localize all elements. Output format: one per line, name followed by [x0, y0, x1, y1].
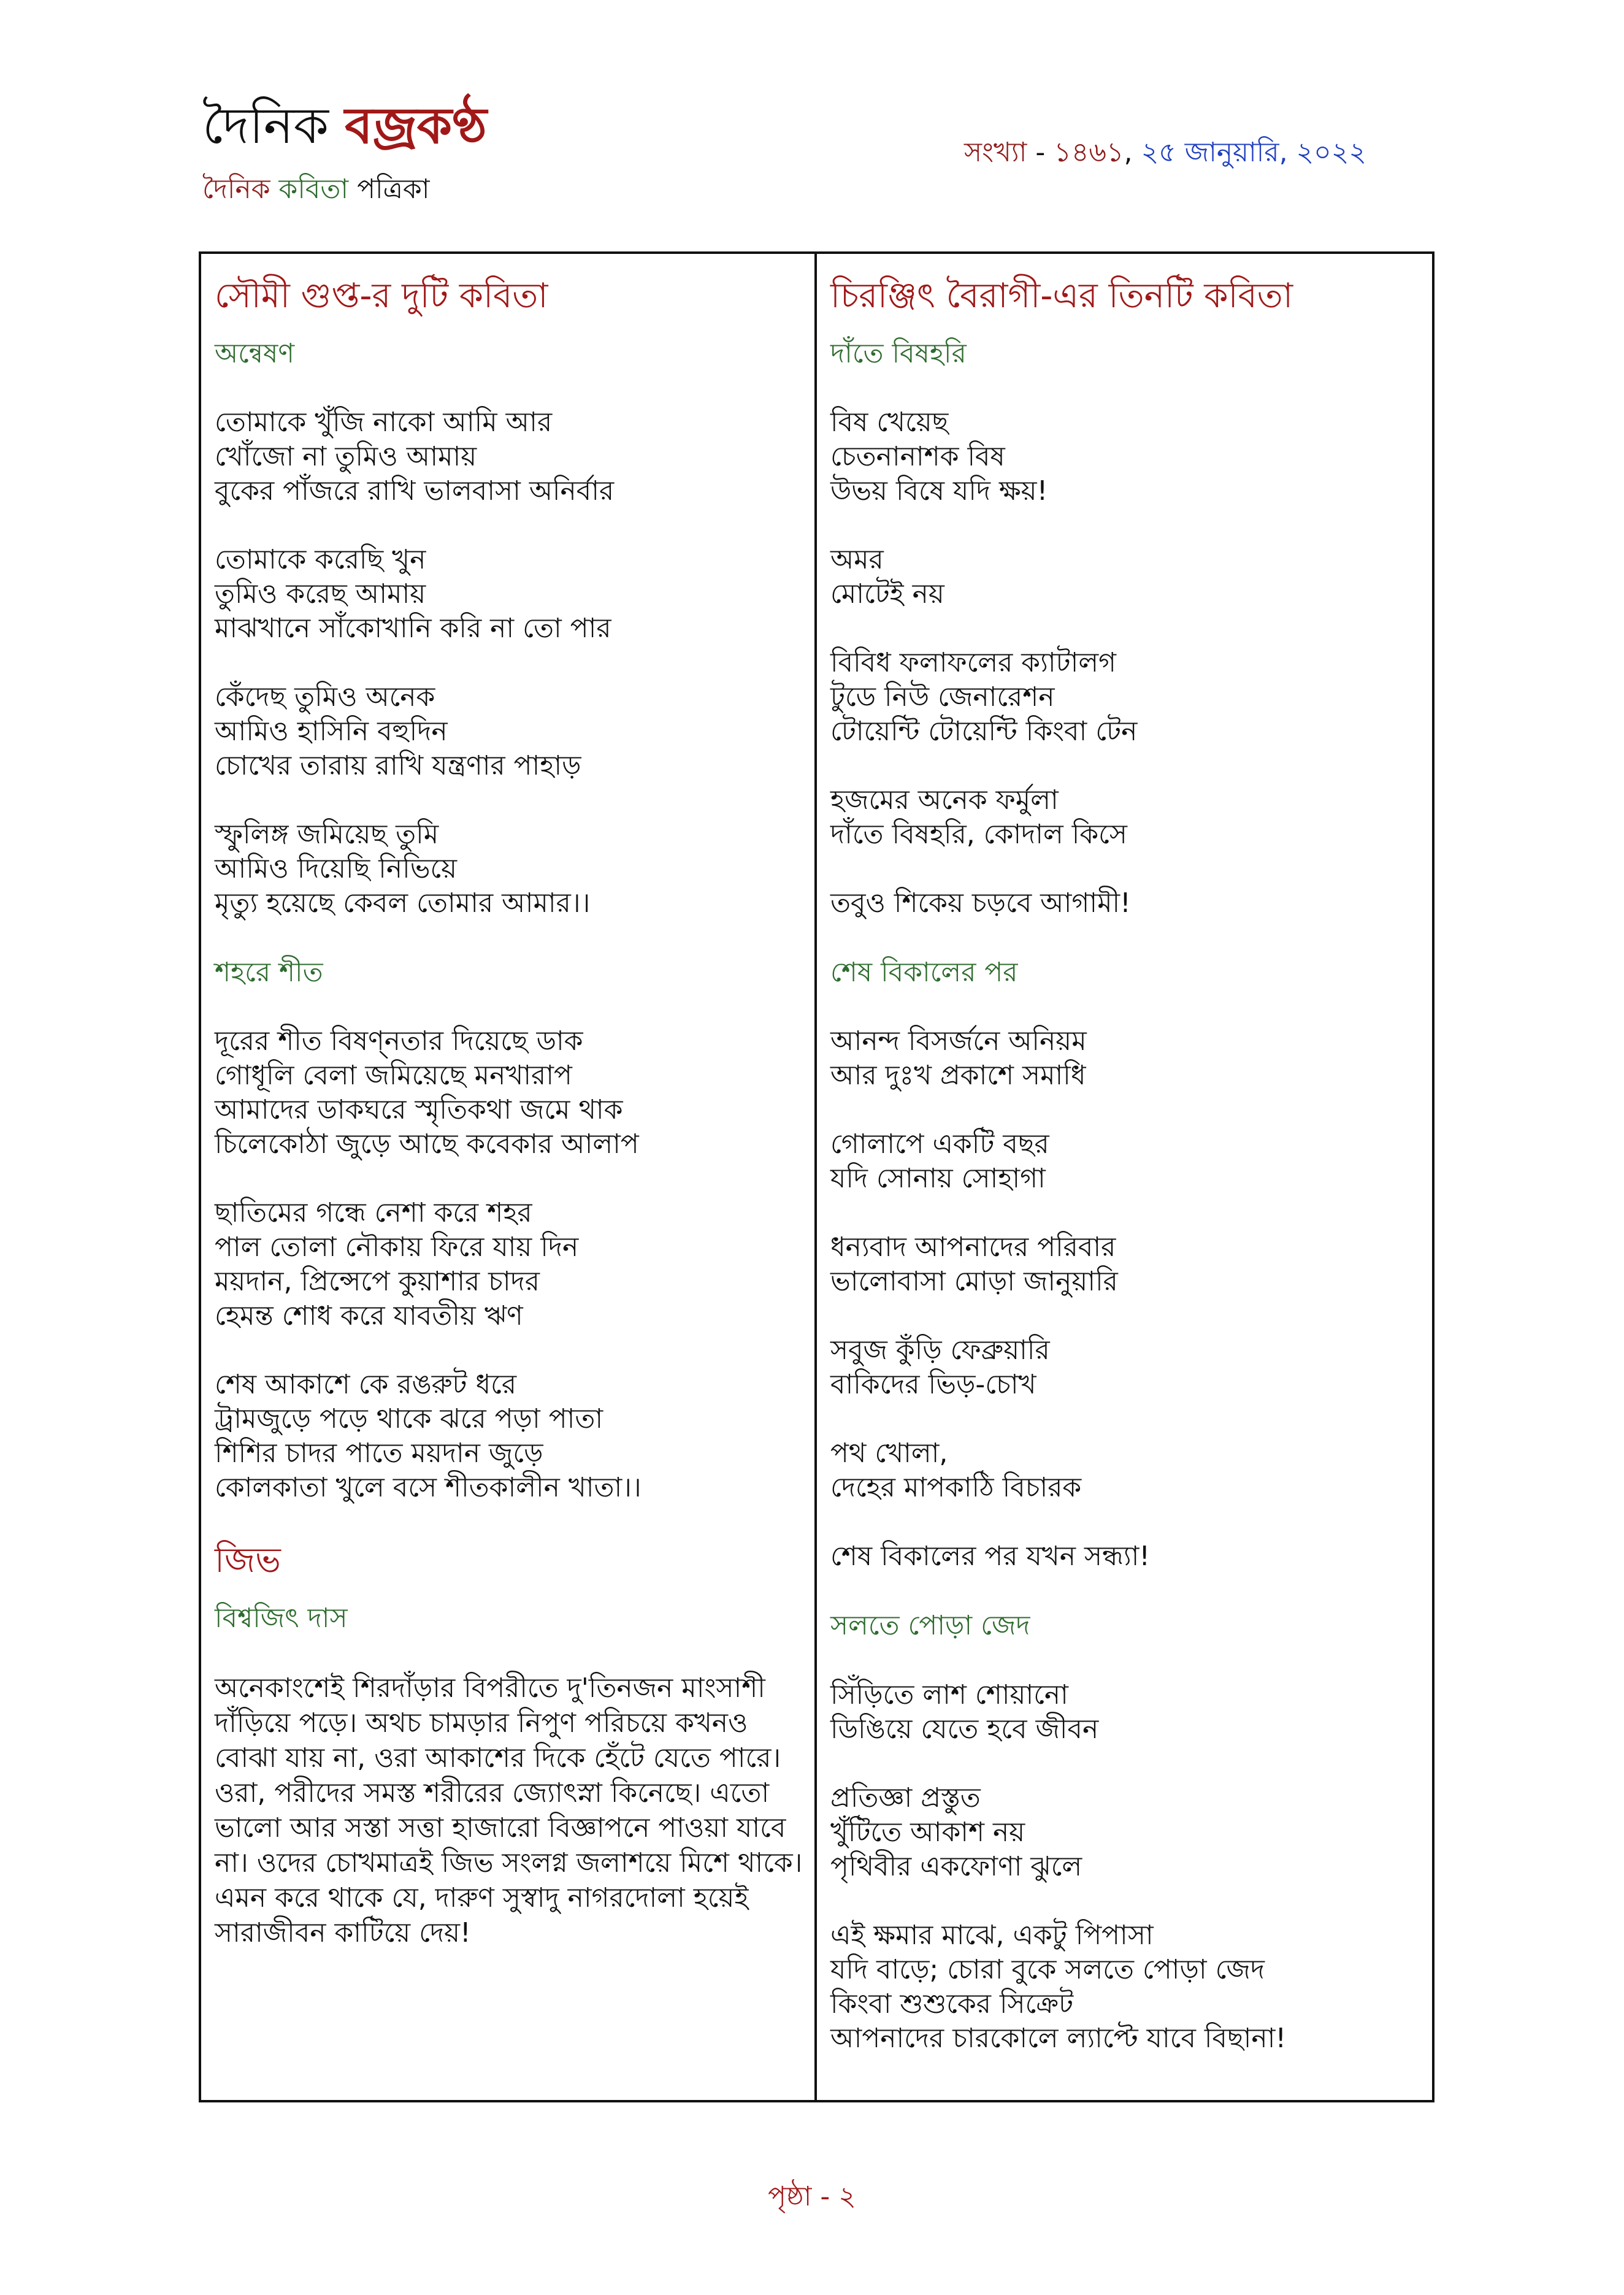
poem-line: মাঝখানে সাঁকোখানি করি না তো পার	[215, 613, 611, 645]
stanza	[830, 886, 1420, 921]
poem-line: চেতনানাশক বিষ	[830, 441, 1005, 473]
poem-line: বাকিদের ভিড়-চোখ	[830, 1369, 1036, 1401]
poem-line: ট্রামজুড়ে পড়ে থাকে ঝরে পড়া পাতা	[215, 1403, 603, 1435]
poem-line: হেমন্ত শোধ করে যাবতীয় ঋণ	[215, 1300, 523, 1332]
stanza	[215, 1368, 802, 1505]
poem-line: খোঁজো না তুমিও আমায়	[215, 441, 477, 473]
left-column	[201, 254, 817, 2100]
poem-line: টুডে নিউ জেনারেশন	[830, 681, 1055, 713]
poem-line: দাঁতে বিষহরি, কোদাল কিসে	[830, 819, 1127, 851]
poem-line: সিঁড়িতে লাশ শোয়ানো	[830, 1679, 1068, 1711]
section-title: সৌমী গুপ্ত-র দুটি কবিতা	[215, 276, 548, 316]
poem-line: ডিঙিয়ে যেতে হবে জীবন	[830, 1713, 1099, 1745]
poem-line: আমিও দিয়েছি নিভিয়ে	[215, 853, 458, 885]
stanza	[830, 1539, 1420, 1574]
page-label: পৃষ্ঠা	[768, 2181, 812, 2212]
tagline-part-3: পত্রিকা	[357, 174, 430, 205]
poem-line: খুঁটিতে আকাশ নয়	[830, 1816, 1025, 1848]
poem-line: পাল তোলা নৌকায় ফিরে যায় দিন	[215, 1232, 579, 1263]
article-line: না। ওদের চোখমাত্রই জিভ সংলগ্ন জলাশয়ে মিশে থাকে।	[215, 1847, 803, 1879]
issue-info	[964, 132, 1366, 177]
brand-part-2: বজ্রকণ্ঠ	[345, 97, 487, 155]
poem-line: কিংবা শুশুকের সিক্রেট	[830, 1988, 1074, 2020]
article-line: ভালো আর সস্তা সত্তা হাজারো বিজ্ঞাপনে পাওয়া যাবে	[215, 1812, 786, 1844]
article-line: সারাজীবন কাটিয়ে দেয়!	[215, 1917, 471, 1948]
page-number: ২	[838, 2181, 856, 2212]
poem-line: তোমাকে করেছি খুন	[215, 544, 426, 576]
poem	[215, 955, 802, 1505]
article-author: বিশ্বজিৎ দাস	[215, 1603, 348, 1634]
right-column	[817, 254, 1432, 2100]
poem-line: যদি বাড়ে; চোরা বুকে সলতে পোড়া জেদ	[830, 1953, 1265, 1985]
poem-line: চোখের তারায় রাখি যন্ত্রণার পাহাড়	[215, 750, 581, 782]
stanza	[830, 1024, 1420, 1093]
poem	[830, 955, 1420, 1574]
poem-line: সবুজ কুঁড়ি ফেব্রুয়ারি	[830, 1335, 1050, 1366]
poem-line: কোলকাতা খুলে বসে শীতকালীন খাতা।।	[215, 1472, 642, 1504]
stanza	[830, 1781, 1420, 1884]
poem-line: আর দুঃখ প্রকাশে সমাধি	[830, 1060, 1086, 1092]
stanza	[830, 1230, 1420, 1299]
poem-line: মোটেই নয়	[830, 578, 944, 610]
article-line: অনেকাংশেই শিরদাঁড়ার বিপরীতে দু'তিনজন মাংসাশী	[215, 1672, 765, 1704]
poem-line: বুকের পাঁজরে রাখি ভালবাসা অনির্বার	[215, 475, 615, 507]
poem-line: যদি সোনায় সোহাগা	[830, 1163, 1046, 1195]
stanza	[215, 818, 802, 921]
poem-line: উভয় বিষে যদি ক্ষয়!	[830, 475, 1048, 507]
tagline-part-1: দৈনিক	[202, 174, 270, 205]
masthead	[202, 97, 487, 213]
tagline	[202, 169, 487, 213]
stanza	[830, 543, 1420, 611]
poem	[215, 336, 802, 921]
stanza	[215, 1196, 802, 1333]
issue-date: ২৫ জানুয়ারি, ২০২২	[1141, 137, 1366, 168]
stanza	[215, 1024, 802, 1162]
issue-number: ১৪৬১	[1054, 137, 1124, 168]
poem-line: প্রতিজ্ঞা প্রস্তুত	[830, 1782, 981, 1814]
poem-title: অন্বেষণ	[215, 338, 294, 369]
stanza	[830, 405, 1420, 508]
poem-line: এই ক্ষমার মাঝে, একটু পিপাসা	[830, 1919, 1154, 1951]
article-line: এমন করে থাকে যে, দারুণ সুস্বাদু নাগরদোলা হয়েই	[215, 1882, 749, 1914]
poem-line: কেঁদেছ তুমিও অনেক	[215, 681, 435, 713]
stanza	[830, 646, 1420, 749]
poem-line: শেষ আকাশে কে রঙরুট ধরে	[215, 1369, 517, 1401]
poem-line: আমিও হাসিনি বহুদিন	[215, 716, 448, 748]
stanza	[830, 1436, 1420, 1505]
article-line: বোঝা যায় না, ওরা আকাশের দিকে হেঁটে যেতে পারে।	[215, 1742, 781, 1774]
stanza	[215, 543, 802, 646]
poem-title: শহরে শীত	[215, 957, 323, 989]
poem-line: চিলেকোঠা জুড়ে আছে কবেকার আলাপ	[215, 1128, 639, 1160]
article-line: দাঁড়িয়ে পড়ে। অথচ চামড়ার নিপুণ পরিচয়ে কখনও	[215, 1707, 748, 1739]
article	[215, 1539, 802, 1950]
poem-line: টোয়েন্টি টোয়েন্টি কিংবা টেন	[830, 716, 1138, 748]
poem-line: পৃথিবীর একফোণা ঝুলে	[830, 1850, 1082, 1882]
page-footer	[0, 2176, 1624, 2221]
poem-line: মৃত্যু হয়েছে কেবল তোমার আমার।।	[215, 887, 591, 919]
poem-line: দূরের শীত বিষণ্নতার দিয়েছে ডাক	[215, 1025, 583, 1057]
content-frame	[199, 251, 1434, 2102]
poem-line: দেহের মাপকাঠি বিচারক	[830, 1472, 1082, 1504]
issue-comma: ,	[1124, 137, 1133, 168]
section-title: চিরঞ্জিৎ বৈরাগী-এর তিনটি কবিতা	[830, 276, 1293, 316]
poem-line: বিবিধ ফলাফলের ক্যাটালগ	[830, 647, 1116, 679]
poem-line: তোমাকে খুঁজি নাকো আমি আর	[215, 407, 553, 439]
poem-line: তুমিও করেছ আমায়	[215, 578, 426, 610]
stanza	[830, 1678, 1420, 1747]
poem-line: ধন্যবাদ আপনাদের পরিবার	[830, 1232, 1116, 1263]
poem-line: আনন্দ বিসর্জনে অনিয়ম	[830, 1025, 1087, 1057]
brand-part-1: দৈনিক	[202, 97, 329, 155]
issue-separator: -	[1035, 137, 1046, 168]
article-line: ওরা, পরীদের সমস্ত শরীরের জ্যোৎস্না কিনেছে। এতো	[215, 1777, 770, 1809]
article-title: জিভ	[215, 1541, 281, 1581]
poem-line: আমাদের ডাকঘরে স্মৃতিকথা জমে থাক	[215, 1094, 623, 1126]
poem-line: গোলাপে একটি বছর	[830, 1128, 1049, 1160]
poem-line: শেষ বিকালের পর যখন সন্ধ্যা!	[830, 1541, 1151, 1573]
poem-line: স্ফুলিঙ্গ জমিয়েছ তুমি	[215, 819, 439, 851]
poem-line: হজমের অনেক ফর্মুলা	[830, 784, 1059, 816]
stanza	[830, 1333, 1420, 1402]
poem	[830, 1608, 1420, 2055]
stanza	[830, 1918, 1420, 2056]
poem-line: তবুও শিকেয় চড়বে আগামী!	[830, 887, 1131, 919]
poem	[830, 336, 1420, 921]
poem-title: দাঁতে বিষহরি	[830, 338, 967, 369]
poem-line: ভালোবাসা মোড়া জানুয়ারি	[830, 1266, 1118, 1298]
poem-title: সলতে পোড়া জেদ	[830, 1610, 1030, 1642]
poem-line: গোধূলি বেলা জমিয়েছে মনখারাপ	[215, 1060, 572, 1092]
poem-line: ময়দান, প্রিন্সেপে কুয়াশার চাদর	[215, 1266, 540, 1298]
stanza	[830, 1127, 1420, 1196]
poem-line: শিশির চাদর পাতে ময়দান জুড়ে	[215, 1438, 543, 1469]
poem-line: ছাতিমের গন্ধে নেশা করে শহর	[215, 1197, 532, 1229]
newspaper-name	[202, 97, 487, 155]
poem-line: অমর	[830, 544, 884, 576]
page-separator: -	[820, 2181, 830, 2212]
stanza	[830, 783, 1420, 852]
stanza	[215, 680, 802, 783]
poem-line: পথ খোলা,	[830, 1438, 948, 1469]
tagline-part-2: কবিতা	[278, 174, 349, 205]
poem-line: আপনাদের চারকোলে ল্যাপ্টে যাবে বিছানা!	[830, 2022, 1287, 2054]
poem-line: বিষ খেয়েছ	[830, 407, 949, 439]
poem-title: শেষ বিকালের পর	[830, 957, 1018, 989]
stanza	[215, 405, 802, 508]
issue-label: সংখ্যা	[964, 137, 1027, 168]
article-body	[215, 1671, 802, 1950]
